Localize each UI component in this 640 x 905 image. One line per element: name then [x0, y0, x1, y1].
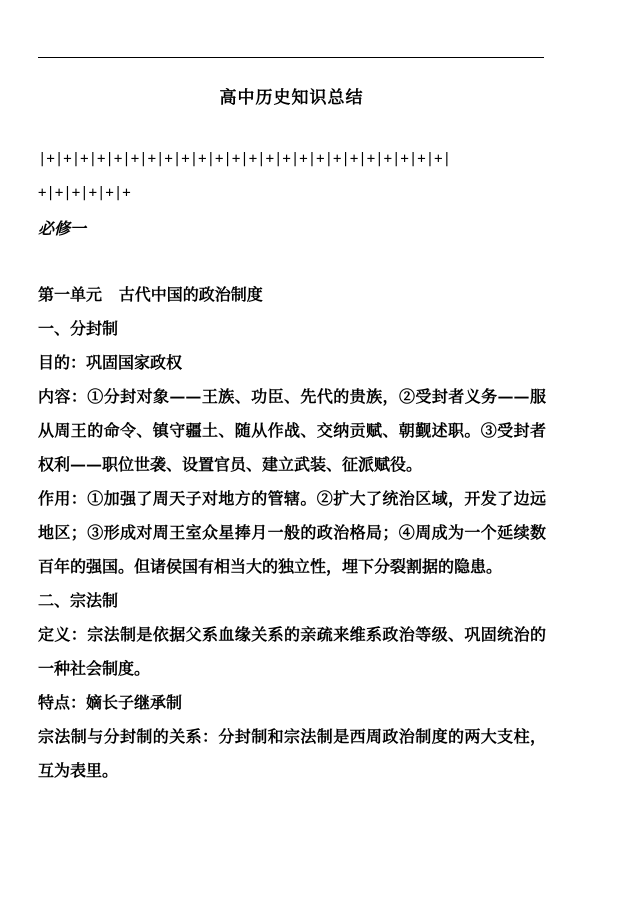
section-label: 必修一 — [38, 219, 87, 238]
zongfa-definition: 定义：宗法制是依据父系血缘关系的亲疏来维系政治等级、巩固统治的一种社会制度。 — [38, 625, 546, 678]
fengjian-content: 内容：①分封对象——王族、功臣、先代的贵族，②受封者义务——服从周王的命令、镇守疆土、随从作战、交纳贡赋、朝觐述职。③受封者权利——职位世袭、设置官员、建立武装、征派赋役。 — [38, 387, 546, 474]
zongfa-relation: 宗法制与分封制的关系：分封制和宗法制是西周政治制度的两大支柱，互为表里。 — [38, 727, 546, 780]
fengjian-goal: 目的：巩固国家政权 — [38, 353, 183, 372]
document-body — [38, 278, 546, 788]
separator-line-1: |+|+|+|+|+|+|+|+|+|+|+|+|+|+|+|+|+|+|+|+|+|+|+|+| — [38, 151, 452, 167]
separator-line-2: +|+|+|+|+|+ — [38, 185, 131, 201]
header-rule — [38, 57, 544, 58]
zongfa-heading: 二、宗法制 — [38, 591, 119, 610]
fengjian-effect: 作用：①加强了周天子对地方的管辖。②扩大了统治区域，开发了边远地区；③形成对周王室众星捧月一般的政治格局；④周成为一个延续数百年的强国。但诸侯国有相当大的独立性，埋下分裂割据的隐患。 — [38, 489, 546, 576]
unit-heading: 第一单元 古代中国的政治制度 — [38, 285, 263, 304]
fengjian-heading: 一、分封制 — [38, 319, 119, 338]
document-title: 高中历史知识总结 — [219, 88, 364, 108]
zongfa-feature: 特点：嫡长子继承制 — [38, 693, 183, 712]
